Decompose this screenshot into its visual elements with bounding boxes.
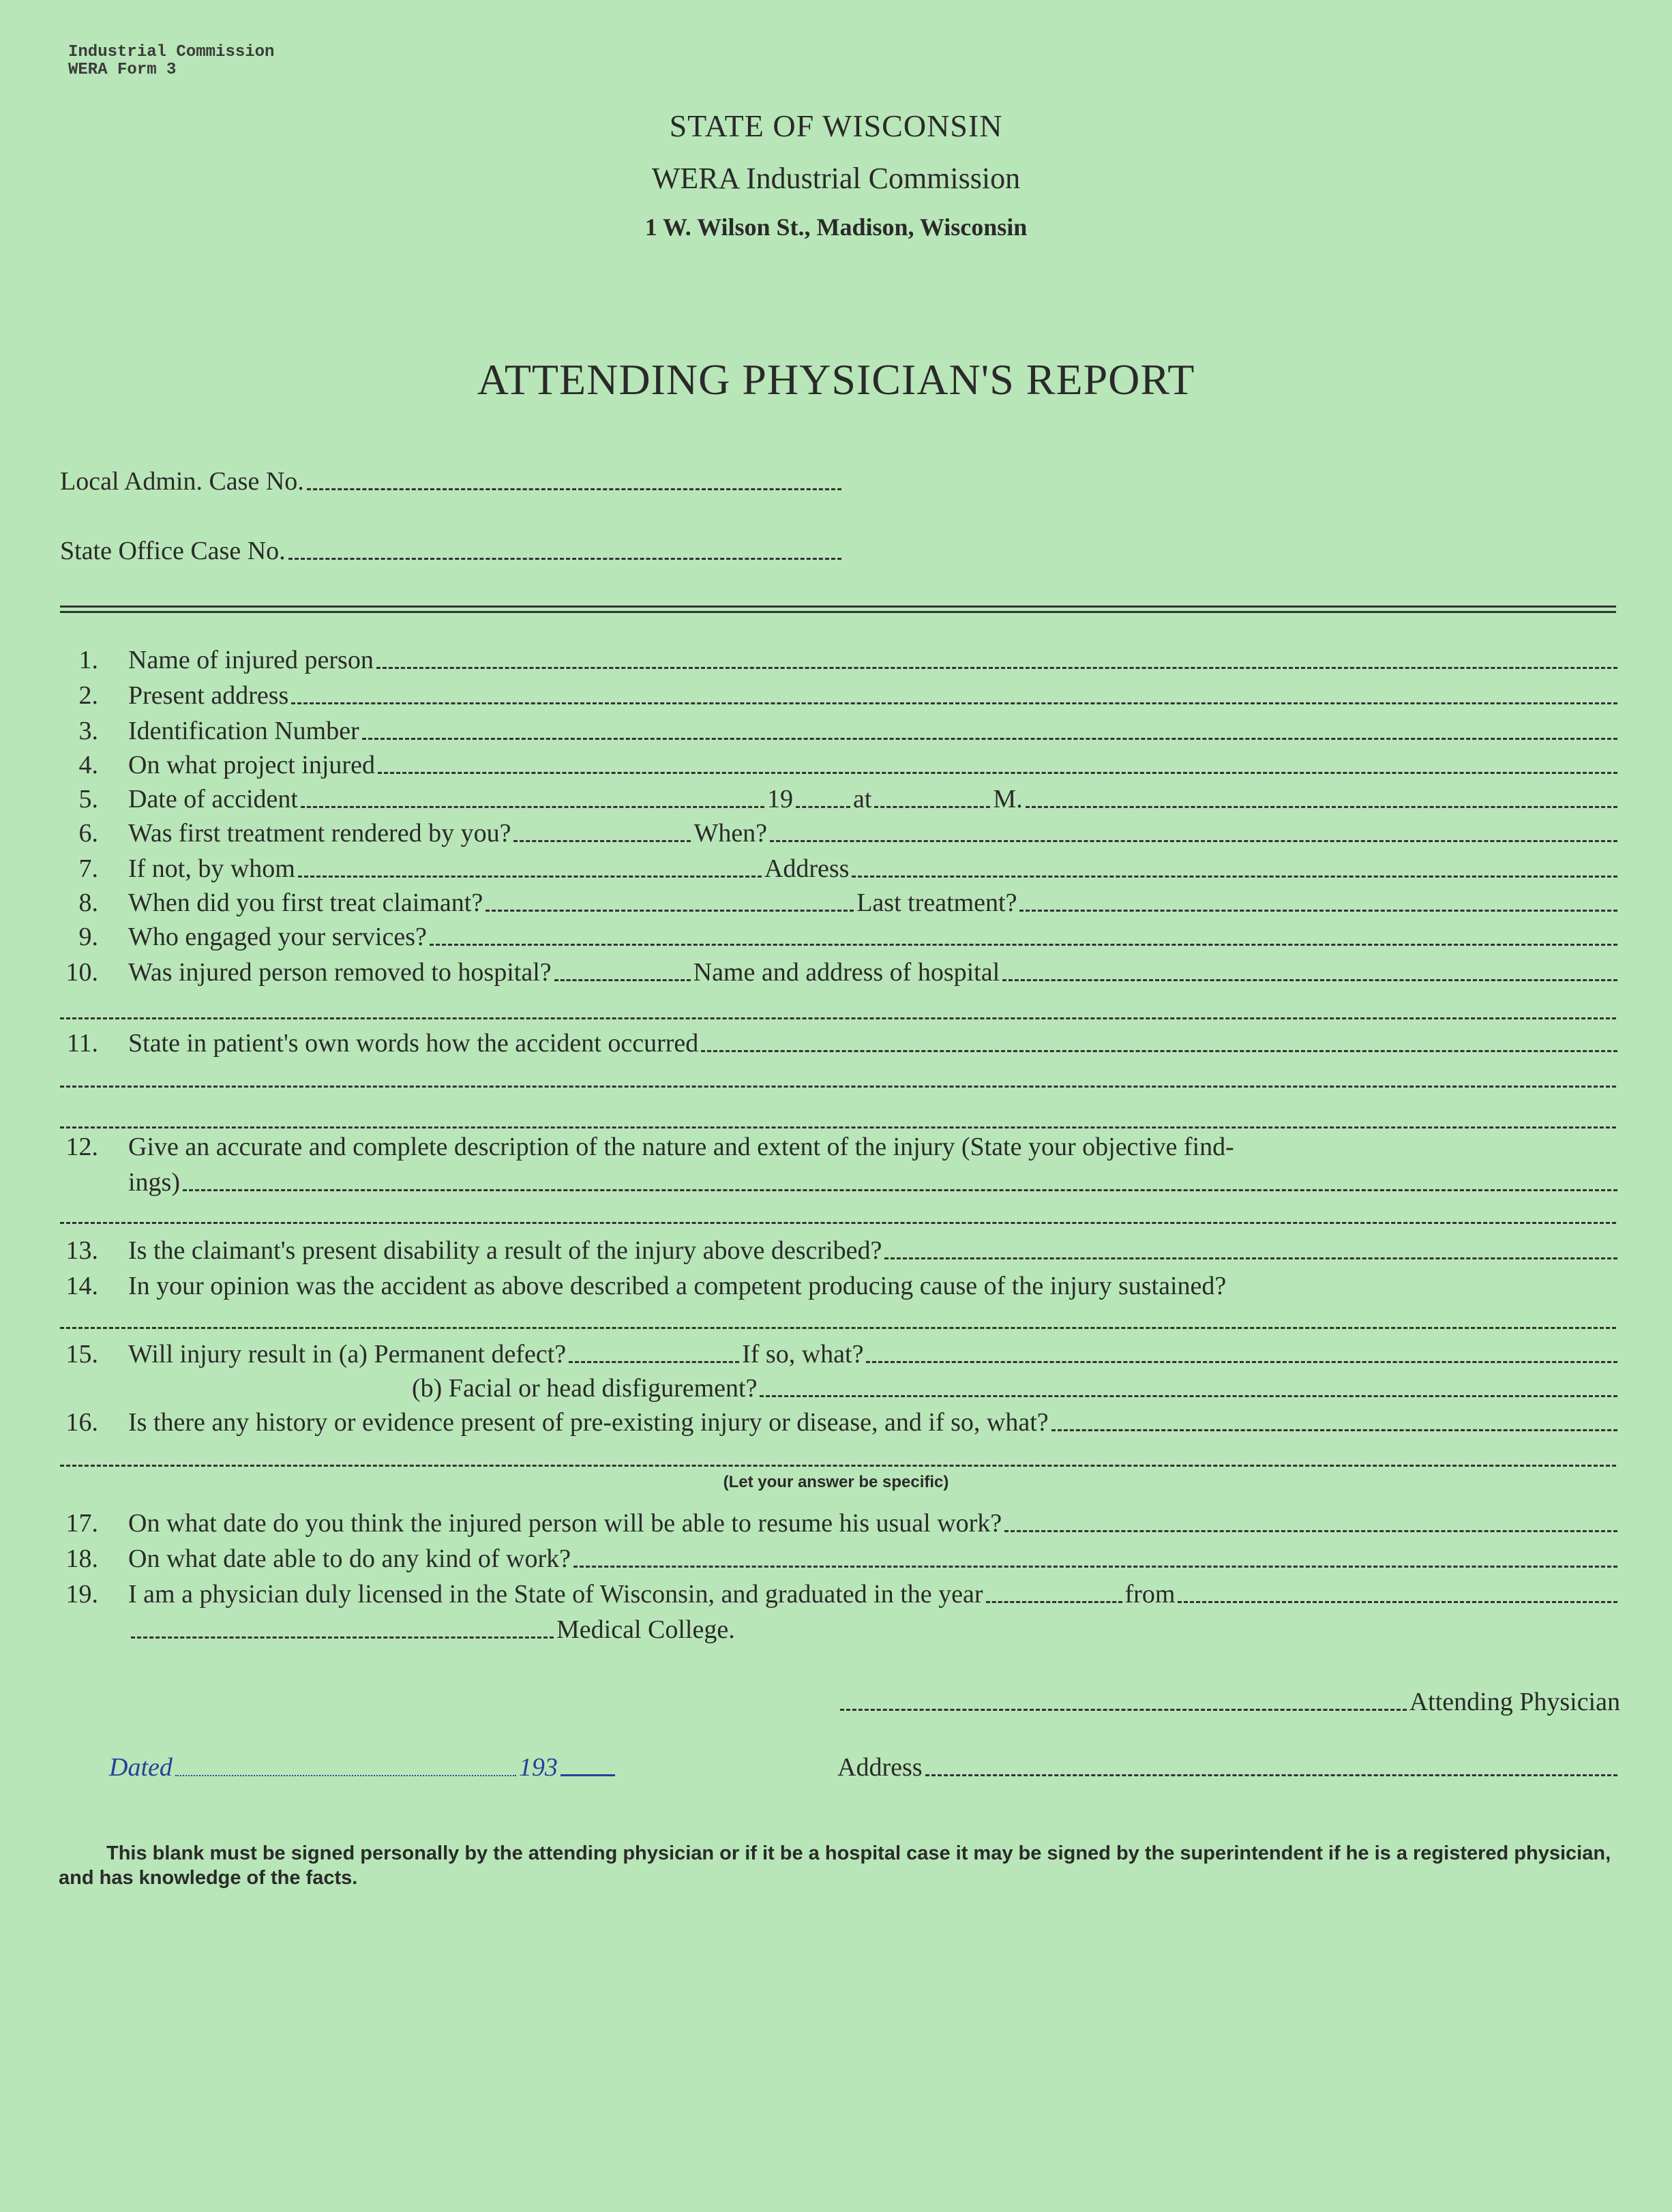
disfigurement-field[interactable] bbox=[760, 1395, 1617, 1397]
item-4 bbox=[30, 750, 1620, 780]
accident-year-field[interactable] bbox=[796, 806, 850, 808]
item-8 bbox=[30, 888, 1620, 918]
form-identifier-line1: Industrial Commission bbox=[68, 43, 275, 61]
item-label: (b) Facial or head disfigurement? bbox=[412, 1374, 758, 1403]
item-label: On what date do you think the injured person will be able to resume his usual work? bbox=[128, 1509, 1002, 1538]
item-label: When did you first treat claimant? bbox=[128, 888, 483, 917]
item-label: Is there any history or evidence present of pre-existing injury or disease, and if so, what? bbox=[128, 1408, 1049, 1437]
item-label: Date of accident bbox=[128, 785, 298, 813]
dated-year-field[interactable] bbox=[561, 1774, 615, 1776]
item-number: 3. bbox=[78, 717, 98, 745]
item-number: 17. bbox=[65, 1509, 98, 1538]
accident-date-field[interactable] bbox=[301, 806, 764, 808]
section-divider bbox=[60, 606, 1616, 613]
item-1 bbox=[30, 645, 1620, 675]
item-5 bbox=[30, 784, 1620, 814]
physician-address-row bbox=[837, 1752, 1620, 1782]
physician-address-field[interactable] bbox=[925, 1774, 1617, 1776]
answer-line[interactable] bbox=[60, 1126, 1616, 1129]
answer-line[interactable] bbox=[60, 1086, 1616, 1088]
college-field[interactable] bbox=[131, 1636, 554, 1639]
accident-extra-field[interactable] bbox=[1026, 806, 1617, 808]
answer-line[interactable] bbox=[60, 1222, 1616, 1224]
agency-address: 1 W. Wilson St., Madison, Wisconsin bbox=[644, 213, 1028, 241]
preexisting-field[interactable] bbox=[1051, 1429, 1617, 1431]
answer-line[interactable] bbox=[60, 1465, 1616, 1467]
item-number: 6. bbox=[78, 819, 98, 848]
item-12-continued bbox=[128, 1167, 1620, 1197]
defect-what-field[interactable] bbox=[866, 1361, 1617, 1363]
graduated-from-field[interactable] bbox=[1178, 1601, 1617, 1603]
item-number: 19. bbox=[65, 1580, 98, 1609]
item-label: Present address bbox=[128, 681, 289, 710]
state-heading: STATE OF WISCONSIN bbox=[669, 108, 1003, 143]
item-number: 1. bbox=[78, 646, 98, 674]
item-label: Last treatment? bbox=[856, 888, 1017, 917]
item-number: 12. bbox=[65, 1133, 98, 1161]
hospital-name-field[interactable] bbox=[1002, 979, 1617, 981]
item-label: Is the claimant's present disability a result of the injury above described? bbox=[128, 1236, 882, 1265]
item-label: If so, what? bbox=[742, 1340, 864, 1369]
answer-line[interactable] bbox=[60, 1017, 1616, 1019]
item-label: M. bbox=[993, 785, 1023, 813]
item-label: State in patient's own words how the accident occurred bbox=[128, 1029, 699, 1058]
attending-physician-label: Attending Physician bbox=[1409, 1688, 1620, 1716]
item-2 bbox=[30, 681, 1620, 711]
item-15b bbox=[412, 1373, 1620, 1403]
physician-address-label: Address bbox=[837, 1753, 923, 1782]
item-9 bbox=[30, 922, 1620, 952]
item-19 bbox=[30, 1579, 1620, 1609]
item-19-continued bbox=[128, 1615, 878, 1645]
item-6 bbox=[30, 818, 1620, 848]
treated-by-field[interactable] bbox=[298, 876, 762, 878]
resume-work-date-field[interactable] bbox=[1004, 1530, 1617, 1532]
dated-year: 193 bbox=[518, 1753, 558, 1782]
disability-result-field[interactable] bbox=[884, 1257, 1617, 1259]
item-12 bbox=[30, 1132, 1620, 1162]
state-case-label: State Office Case No. bbox=[60, 537, 286, 565]
item-16 bbox=[30, 1407, 1620, 1437]
item-number: 5. bbox=[78, 785, 98, 813]
permanent-defect-field[interactable] bbox=[569, 1361, 739, 1363]
injured-name-field[interactable] bbox=[376, 667, 1617, 669]
injury-description-field[interactable] bbox=[183, 1189, 1617, 1191]
item-number: 7. bbox=[78, 854, 98, 883]
item-11 bbox=[30, 1028, 1620, 1058]
item-label: Identification Number bbox=[128, 717, 359, 745]
item-label: I am a physician duly licensed in the State of Wisconsin, and graduated in the year bbox=[128, 1580, 983, 1609]
item-number: 8. bbox=[78, 888, 98, 917]
accident-description-field[interactable] bbox=[701, 1050, 1617, 1052]
item-label: Will injury result in (a) Permanent defect? bbox=[128, 1340, 567, 1369]
item-7 bbox=[30, 854, 1620, 884]
item-13 bbox=[30, 1236, 1620, 1266]
item-number: 4. bbox=[78, 751, 98, 779]
item-label: Name of injured person bbox=[128, 646, 374, 674]
local-case-row bbox=[60, 466, 844, 496]
item-label: On what date able to do any kind of work? bbox=[128, 1544, 571, 1573]
dated-row bbox=[109, 1752, 696, 1782]
first-treatment-when-field[interactable] bbox=[770, 840, 1617, 842]
item-label: Address bbox=[764, 854, 850, 883]
project-field[interactable] bbox=[378, 772, 1617, 774]
item-label: Who engaged your services? bbox=[128, 923, 427, 951]
dated-field[interactable] bbox=[175, 1775, 516, 1776]
item-label: ings) bbox=[128, 1168, 180, 1197]
signing-instructions: This blank must be signed personally by the attending physician or if it be a hospital case it may be signed by the superintendent if he is a registered physician, and has knowledge of the facts. bbox=[59, 1842, 1611, 1889]
any-work-date-field[interactable] bbox=[573, 1566, 1617, 1568]
item-label: On what project injured bbox=[128, 751, 375, 779]
item-17 bbox=[30, 1508, 1620, 1538]
item-label: If not, by whom bbox=[128, 854, 295, 883]
local-case-label: Local Admin. Case No. bbox=[60, 467, 304, 496]
item-number: 10. bbox=[65, 958, 98, 987]
first-treatment-field[interactable] bbox=[513, 840, 691, 842]
item-number: 9. bbox=[78, 923, 98, 951]
agency-heading: WERA Industrial Commission bbox=[651, 162, 1021, 195]
item-label: Was first treatment rendered by you? bbox=[128, 819, 511, 848]
graduation-year-field[interactable] bbox=[986, 1601, 1122, 1603]
accident-time-field[interactable] bbox=[874, 806, 990, 808]
answer-line[interactable] bbox=[60, 1327, 1616, 1329]
item-label: Medical College. bbox=[556, 1615, 735, 1644]
item-number: 14. bbox=[65, 1272, 98, 1300]
form-identifier bbox=[68, 44, 274, 79]
item-18 bbox=[30, 1544, 1620, 1574]
engaged-by-field[interactable] bbox=[430, 944, 1617, 946]
first-treat-date-field[interactable] bbox=[486, 910, 854, 912]
answer-note: (Let your answer be specific) bbox=[723, 1473, 949, 1491]
form-identifier-line2: WERA Form 3 bbox=[68, 61, 177, 79]
state-case-field[interactable] bbox=[288, 558, 841, 560]
item-number: 2. bbox=[78, 681, 98, 710]
item-number: 15. bbox=[65, 1340, 98, 1369]
item-number: 11. bbox=[66, 1029, 98, 1058]
item-label: In your opinion was the accident as above described a competent producing cause of the injury sustained? bbox=[128, 1272, 1227, 1300]
item-number: 16. bbox=[65, 1408, 98, 1437]
item-label: When? bbox=[693, 819, 768, 848]
item-label: Was injured person removed to hospital? bbox=[128, 958, 552, 987]
item-number: 13. bbox=[65, 1236, 98, 1265]
item-label: from bbox=[1124, 1580, 1176, 1609]
item-10 bbox=[30, 957, 1620, 987]
report-title: ATTENDING PHYSICIAN'S REPORT bbox=[477, 355, 1195, 404]
local-case-field[interactable] bbox=[307, 488, 841, 490]
item-label: Give an accurate and complete description of the nature and extent of the injury (State your objective find- bbox=[128, 1133, 1234, 1161]
item-label: at bbox=[852, 785, 872, 813]
item-15 bbox=[30, 1339, 1620, 1369]
treated-by-address-field[interactable] bbox=[852, 876, 1617, 878]
physician-signature-field[interactable] bbox=[840, 1709, 1407, 1711]
state-case-row bbox=[60, 536, 844, 566]
hospital-removed-field[interactable] bbox=[554, 979, 691, 981]
item-number: 18. bbox=[65, 1544, 98, 1573]
item-14 bbox=[30, 1271, 1620, 1301]
item-label: 19 bbox=[766, 785, 793, 813]
last-treatment-field[interactable] bbox=[1019, 910, 1617, 912]
item-label: Name and address of hospital bbox=[693, 958, 1000, 987]
identification-number-field[interactable] bbox=[362, 738, 1617, 740]
signature-row bbox=[837, 1687, 1620, 1717]
item-3 bbox=[30, 716, 1620, 746]
present-address-field[interactable] bbox=[291, 702, 1617, 704]
dated-label: Dated bbox=[109, 1753, 173, 1782]
